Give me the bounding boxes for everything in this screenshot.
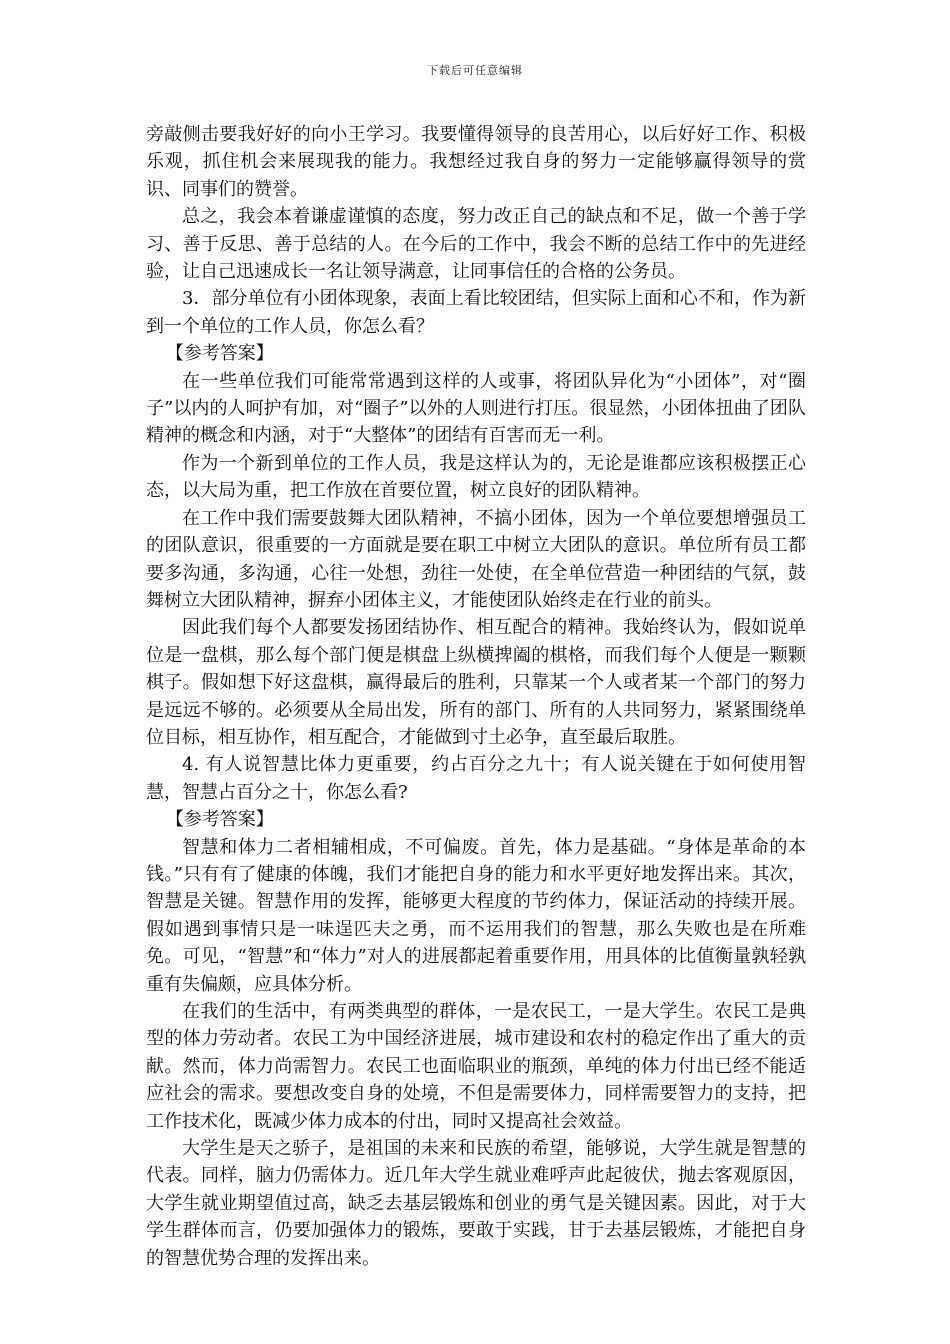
answer-3-paragraph-4: 因此我们每个人都要发扬团结协作、相互配合的精神。我始终认为，假如说单位是一盘棋，那么每个部门便是棋盘上纵横捭阖的棋格，而我们每个人便是一颗颗棋子。假如想下好这盘棋，赢得最后的胜利，只靠某一个人或者某一个部门的努力是远远不够的。必须要从全局出发，所有的部门、所有的人共同努力，紧紧围绕单位目标，相互协作，相互配合，才能做到寸土必争，直至最后取胜。 <box>146 617 806 748</box>
answer-heading-3: 【参考答案】 <box>165 343 274 365</box>
answer-4-paragraph-2: 在我们的生活中，有两类典型的群体，一是农民工，一是大学生。农民工是典型的体力劳动者。农民工为中国经济进展，城市建设和农村的稳定作出了重大的贡献。然而，体力尚需智力。农民工也面临职业的瓶颈，单纯的体力付出已经不能适应社会的需求。要想改变自身的处境，不但是需要体力，同样需要智力的支持，把工作技术化，既减少体力成本的付出，同时又提高社会效益。 <box>146 1001 806 1132</box>
question-4: 4. 有人说智慧比体力更重要，约占百分之九十；有人说关键在于如何使用智慧，智慧占百分之十，你怎么看? <box>146 754 806 803</box>
page-header: 下载后可任意编辑 <box>427 64 523 77</box>
paragraph-summary: 总之，我会本着谦虚谨慎的态度，努力改正自己的缺点和不足，做一个善于学习、善于反思、善于总结的人。在今后的工作中，我会不断的总结工作中的先进经验，让自己迅速成长一名让领导满意，让同事信任的合格的公务员。 <box>146 206 806 283</box>
document-body <box>146 121 806 1272</box>
answer-3-paragraph-2: 作为一个新到单位的工作人员，我是这样认为的，无论是谁都应该积极摆正心态，以大局为重，把工作放在首要位置，树立良好的团队精神。 <box>146 452 806 502</box>
answer-4-paragraph-1: 智慧和体力二者相辅相成，不可偏废。首先，体力是基础。“身体是革命的本钱。”只有有了健康的体魄，我们才能把自身的能力和水平更好地发挥出来。其次，智慧是关键。智慧作用的发挥，能够更大程度的节约体力，保证活动的持续开展。假如遇到事情只是一味逞匹夫之勇，而不运用我们的智慧，那么失败也是在所难免。可见，“智慧”和“体力”对人的进展都起着重要作用，用具体的比值衡量孰轻孰重有失偏颇，应具体分析。 <box>146 836 806 995</box>
answer-3-paragraph-3: 在工作中我们需要鼓舞大团队精神，不搞小团体，因为一个单位要想增强员工的团队意识，很重要的一方面就是要在职工中树立大团队的意识。单位所有员工都要多沟通，多沟通，心往一处想，劲往一处使，在全单位营造一种团结的气氛，鼓舞树立大团队精神，摒弃小团体主义，才能使团队始终走在行业的前头。 <box>146 507 806 611</box>
paragraph-continuation: 旁敲侧击要我好好的向小王学习。我要懂得领导的良苦用心，以后好好工作、积极乐观，抓住机会来展现我的能力。我想经过我自身的努力一定能够赢得领导的赏识、同事们的赞誉。 <box>146 124 806 200</box>
question-3: 3．部分单位有小团体现象，表面上看比较团结，但实际上面和心不和，作为新到一个单位的工作人员，你怎么看？ <box>146 288 806 337</box>
answer-3-paragraph-1: 在一些单位我们可能常常遇到这样的人或事，将团队异化为“小团体”，对“圈子”以内的人呵护有加，对“圈子”以外的人则进行打压。很显然，小团体扭曲了团队精神的概念和内涵，对于“大整体”的团结有百害而无一利。 <box>146 370 806 447</box>
answer-4-paragraph-3: 大学生是天之骄子，是祖国的未来和民族的希望，能够说，大学生就是智慧的代表。同样，脑力仍需体力。近几年大学生就业难呼声此起彼伏，抛去客观原因，大学生就业期望值过高，缺乏去基层锻炼和创业的勇气是关键因素。因此，对于大学生群体而言，仍要加强体力的锻炼，要敢于实践，甘于去基层锻炼，才能把自身的智慧优势合理的发挥出来。 <box>146 1138 806 1269</box>
answer-heading-4: 【参考答案】 <box>165 809 274 831</box>
